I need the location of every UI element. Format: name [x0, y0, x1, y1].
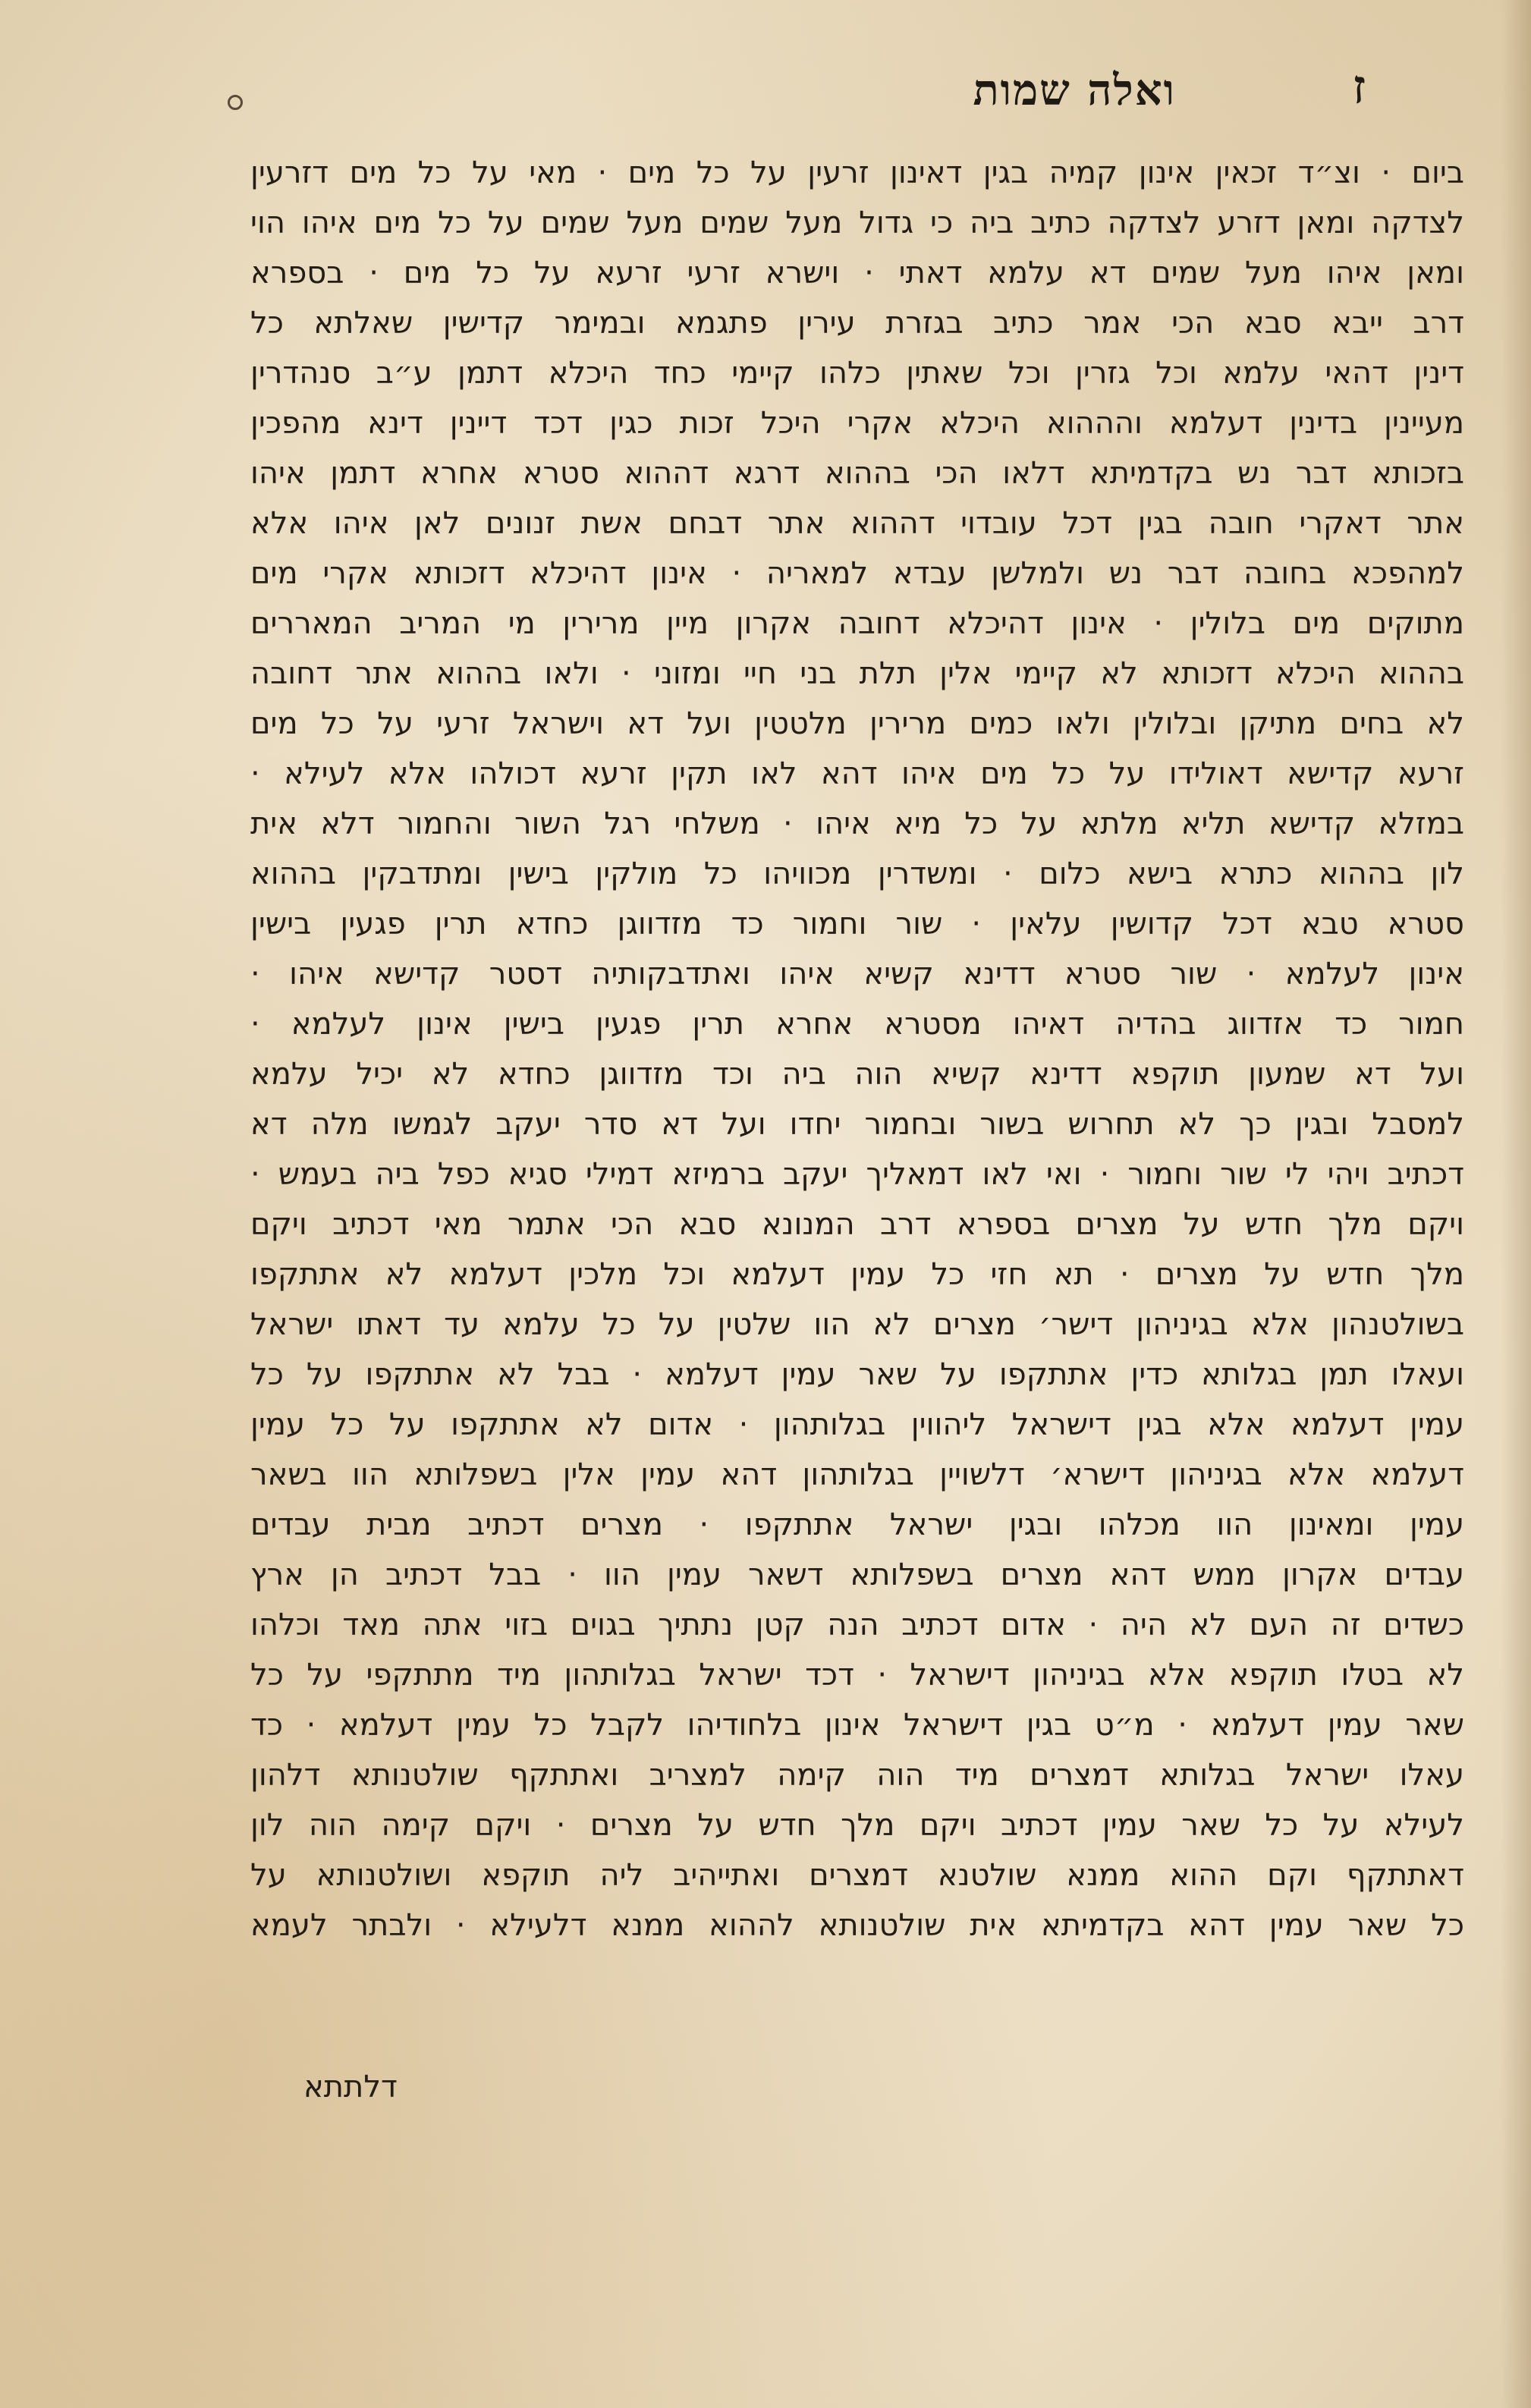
text-line: סטרא טבא דכל קדושין עלאין · שור וחמור כד מזדווגן כחדא תרין פגעין בישין	[250, 907, 1464, 942]
text-line: לצדקה ומאן דזרע לצדקה כתיב ביה כי גדול מעל שמים מעל שמים על כל מים איהו הוי	[250, 206, 1464, 240]
text-line: ועאלו תמן בגלותא כדין אתתקפו על שאר עמין דעלמא · בבל לא אתתקפו על כל	[250, 1357, 1464, 1392]
text-line: לעילא על כל שאר עמין דכתיב ויקם מלך חדש על מצרים · ויקם קימה הוה לון	[250, 1808, 1464, 1843]
text-line: בההוא היכלא דזכותא לא קיימי אלין תלת בני חיי ומזוני · ולאו בההוא אתר דחובה	[250, 656, 1464, 691]
text-line: ומאן איהו מעל שמים דא עלמא דאתי · וישרא זרעי זרעא על כל מים · בספרא	[250, 256, 1464, 291]
text-line: דכתיב ויהי לי שור וחמור · ואי לאו דמאליך יעקב ברמיזא דמילי סגיא כפל ביה בעמש ·	[250, 1157, 1464, 1192]
text-line: למסבל ובגין כך לא תחרוש בשור ובחמור יחדו ועל דא סדר יעקב לגמשו מלה דא	[250, 1107, 1464, 1142]
text-line: עאלו ישראל בגלותא דמצרים מיד הוה קימה למצריב ואתתקף שולטנותא דלהון	[250, 1758, 1464, 1793]
text-line: עבדים אקרון ממש דהא מצרים בשפלותא דשאר עמין הוו · בבל דכתיב הן ארץ	[250, 1558, 1464, 1592]
folio-number: ז	[1352, 59, 1366, 115]
text-line: ויקם מלך חדש על מצרים בספרא דרב המנונא סבא הכי אתמר מאי דכתיב ויקם	[250, 1207, 1464, 1242]
text-line: במזלא קדישא תליא מלתא על כל מיא איהו · משלחי רגל השור והחמור דלא אית	[250, 806, 1464, 841]
text-line: למהפכא בחובה דבר נש ולמלשן עבדא למאריה · אינון דהיכלא דזכותא אקרי מים	[250, 556, 1464, 591]
text-line: אינון לעלמא · שור סטרא דדינא קשיא איהו ואתדבקותיה דסטר קדישא איהו ·	[250, 957, 1464, 992]
main-text-block	[250, 148, 1464, 1951]
page-header	[228, 59, 1366, 127]
text-line: אתר דאקרי חובה בגין דכל עובדוי דההוא אתר דבחם אשת זנונים לאן איהו אלא	[250, 506, 1464, 541]
text-line: ביום · וצ״ד זכאין אינון קמיה בגין דאינון זרעין על כל מים · מאי על כל מים דזרעין	[250, 156, 1464, 190]
text-line: זרעא קדישא דאולידו על כל מים איהו דהא לאו תקין זרעא דכולהו אלא לעילא ·	[250, 756, 1464, 791]
text-line: מלך חדש על מצרים · תא חזי כל עמין דעלמא וכל מלכין דעלמא לא אתתקפו	[250, 1257, 1464, 1292]
text-line: עמין ומאינון הוו מכלהו ובגין ישראל אתתקפו · מצרים דכתיב מבית עבדים	[250, 1507, 1464, 1542]
text-line: בשולטנהון אלא בגיניהון דישר׳ מצרים לא הוו שלטין על כל עלמא עד דאתו ישראל	[250, 1307, 1464, 1342]
text-line: ועל דא שמעון תוקפא דדינא קשיא הוה ביה וכד מזדווגן כחדא לא יכיל עלמא	[250, 1057, 1464, 1092]
text-line: כשדים זה העם לא היה · אדום דכתיב הנה קטן נתתיך בגוים בזוי אתה מאד וכלהו	[250, 1608, 1464, 1643]
ink-mark	[228, 95, 243, 110]
text-line: כל שאר עמין דהא בקדמיתא אית שולטנותא לההוא ממנא דלעילא · ולבתר לעמא	[250, 1908, 1464, 1943]
text-line: מעיינין בדינין דעלמא והההוא היכלא אקרי היכל זכות כגין דכד דיינין דינא מהפכין	[250, 406, 1464, 441]
text-line: בזכותא דבר נש בקדמיתא דלאו הכי בההוא דרגא דההוא סטרא אחרא דתמן איהו	[250, 456, 1464, 491]
running-title: ואלה שמות	[973, 65, 1176, 115]
text-line: שאר עמין דעלמא · מ״ט בגין דישראל אינון בלחודיהו לקבל כל עמין דעלמא · כד	[250, 1708, 1464, 1743]
text-line: דעלמא אלא בגיניהון דישרא׳ דלשויין בגלותהון דהא עמין אלין בשפלותא הוו בשאר	[250, 1457, 1464, 1492]
text-line: דרב ייבא סבא הכי אמר כתיב בגזרת עירין פתגמא ובמימר קדישין שאלתא כל	[250, 306, 1464, 341]
page-edge-shadow	[1501, 0, 1531, 2408]
text-line: עמין דעלמא אלא בגין דישראל ליהווין בגלותהון · אדום לא אתתקפו על כל עמין	[250, 1407, 1464, 1442]
text-line: לון בההוא כתרא בישא כלום · ומשדרין מכוויהו כל מולקין בישין ומתדבקין בההוא	[250, 857, 1464, 891]
catchword: דלתתא	[303, 2070, 398, 2105]
text-line: דינין דהאי עלמא וכל גזרין וכל שאתין כלהו קיימי כחד היכלא דתמן ע״ב סנהדרין	[250, 356, 1464, 391]
text-line: לא בטלו תוקפא אלא בגיניהון דישראל · דכד ישראל בגלותהון מיד מתתקפי על כל	[250, 1658, 1464, 1693]
text-line: לא בחים מתיקן ובלולין ולאו כמים מרירין מלטטין ועל דא וישראל זרעי על כל מים	[250, 706, 1464, 741]
text-line: דאתתקף וקם ההוא ממנא שולטנא דמצרים ואתייהיב ליה תוקפא ושולטנותא על	[250, 1858, 1464, 1893]
text-line: חמור כד אזדווג בהדיה דאיהו מסטרא אחרא תרין פגעין בישין אינון לעלמא ·	[250, 1007, 1464, 1042]
text-line: מתוקים מים בלולין · אינון דהיכלא דחובה אקרון מיין מרירין מי המריב המאררים	[250, 606, 1464, 641]
